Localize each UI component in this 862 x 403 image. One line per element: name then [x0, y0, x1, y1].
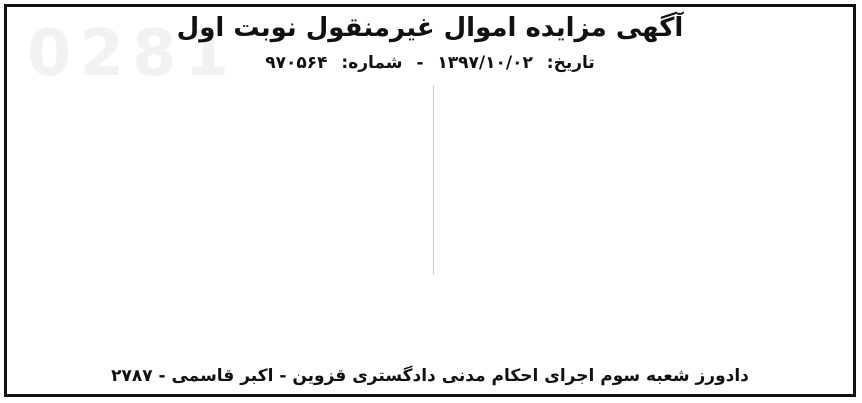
number-label: شماره:	[341, 53, 403, 73]
date-value: ۱۳۹۷/۱۰/۰۲	[437, 53, 533, 73]
column-divider	[433, 85, 434, 275]
body-right-column	[437, 83, 845, 279]
dateline-separator: -	[416, 53, 424, 73]
number-value: ۹۷۰۵۶۴	[265, 53, 328, 73]
body-left-column	[15, 83, 427, 279]
auction-conditions	[15, 285, 845, 359]
watermark: 0281	[27, 17, 238, 91]
signature-line: دادورز شعبه سوم اجرای احکام مدنی دادگستری قزوین - اکبر قاسمی - ۲۷۸۷	[111, 366, 749, 386]
date-label: تاریخ:	[546, 53, 595, 73]
auction-notice	[4, 4, 856, 397]
dateline	[7, 53, 853, 73]
notice-title: آگهی مزایده اموال غیرمنقول نوبت اول	[176, 13, 684, 43]
